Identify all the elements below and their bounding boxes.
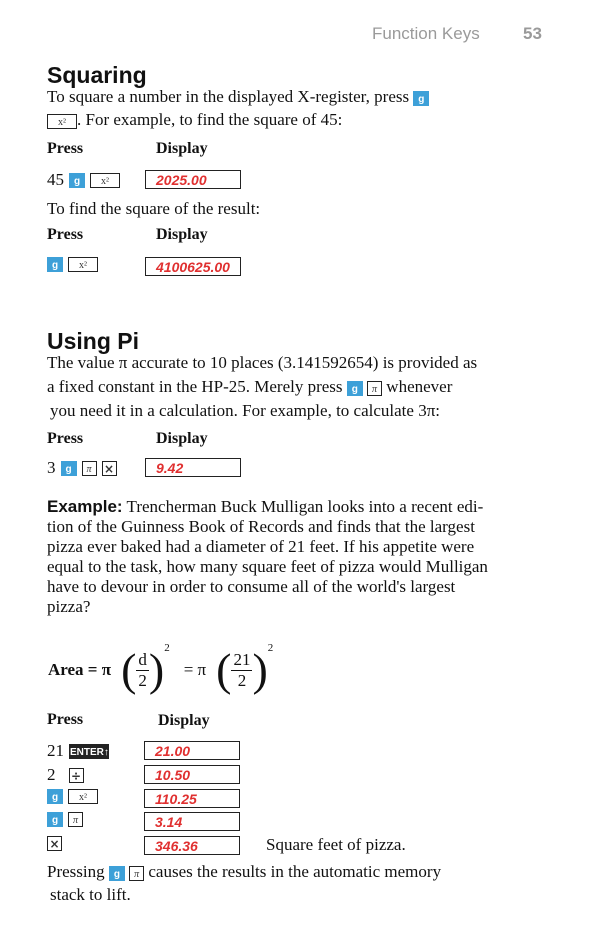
area-formula: Area = π ( $\frac{d}{2}$ ) 2 = π ( $\frac{21}{2}$ ) 2 [48,642,274,695]
x-squared-key-icon: x² [68,789,98,804]
display-readout: 9.42 [145,458,241,477]
section-title-using-pi: Using Pi [47,328,140,354]
pi-key-icon: π [367,381,382,396]
x-squared-key-icon: x² [68,257,98,272]
display-readout: 110.25 [144,789,240,808]
section-title-squaring: Squaring [47,62,147,88]
press-keys-row [47,458,117,478]
result-note: Square feet of pizza. [266,835,406,854]
g-key-icon: g [69,173,85,188]
squaring-intro [47,86,547,108]
display-readout: 3.14 [144,812,240,831]
press-number: 3 [47,458,56,477]
pi-key-icon: π [68,812,83,827]
squaring-follow: To find the square of the result: [47,199,261,218]
pi-intro-line1: The value π accurate to 10 places (3.141592654) is provided as [47,353,478,372]
closing-line2: stack to lift. [50,885,131,904]
display-readout: 21.00 [144,741,240,760]
g-key-icon: g [61,461,77,476]
multiply-key-icon: × [102,461,117,476]
display-readout: 4100625.00 [145,257,241,276]
pi-key-icon: π [82,461,97,476]
col-header-display: Display [158,712,210,729]
col-header-display: Display [156,226,208,243]
pi-intro-line2: a fixed constant in the HP-25. Merely press g π whenever [47,377,453,396]
example-paragraph: Example: Trencherman Buck Mulligan looks into a recent edi- tion of the Guinness Book of Records and finds that the largest pizza ever baked had a diameter of 21 feet. If his appetite were equal to the task, how many square feet of pizza would Mulligan have to devour in order to consume all of the world's largest pizza? [47,497,488,616]
g-key-icon: g [347,381,363,396]
press-keys-row [47,170,120,190]
x-squared-key-icon: x² [90,173,120,188]
page-number: 53 [523,24,542,43]
col-header-press: Press [47,140,84,157]
divide-key-icon: ÷ [69,768,84,783]
display-readout: 10.50 [144,765,240,784]
col-header-press: Press [47,226,84,243]
closing-line1: Pressing g π causes the results in the automatic memory [47,862,442,881]
display-readout: 2025.00 [145,170,241,189]
running-header: Function Keys [372,24,480,43]
press-number: 45 [47,170,64,189]
col-header-display: Display [156,140,208,157]
x-squared-key-icon: x² [47,114,77,129]
col-header-press: Press [47,711,84,728]
press-keys-row [47,789,98,804]
example-label: Example: [47,497,123,516]
squaring-intro-2 [47,109,342,131]
enter-key-icon: ENTER↑ [69,744,109,759]
g-key-icon: g [47,257,63,272]
g-key-icon: g [109,866,125,881]
pi-key-icon: π [129,866,144,881]
press-keys-row [47,812,83,827]
g-key-icon: g [47,812,63,827]
g-key-icon: g [47,789,63,804]
squaring-intro-line2: . For example, to find the square of 45: [77,110,343,129]
pi-intro-line3: you need it in a calculation. For example, to calculate 3π: [50,401,441,420]
multiply-key-icon: × [47,836,62,851]
display-readout: 346.36 [144,836,240,855]
press-keys-row: 2 ÷ [47,765,84,785]
g-key-icon: g [413,91,429,106]
squaring-intro-line1: To square a number in the displayed X-register, press [47,87,410,106]
press-keys-row [47,257,98,272]
col-header-press: Press [47,430,84,447]
press-keys-row: 21 ENTER↑ [47,741,109,760]
col-header-display: Display [156,430,208,447]
press-keys-row [47,836,62,851]
